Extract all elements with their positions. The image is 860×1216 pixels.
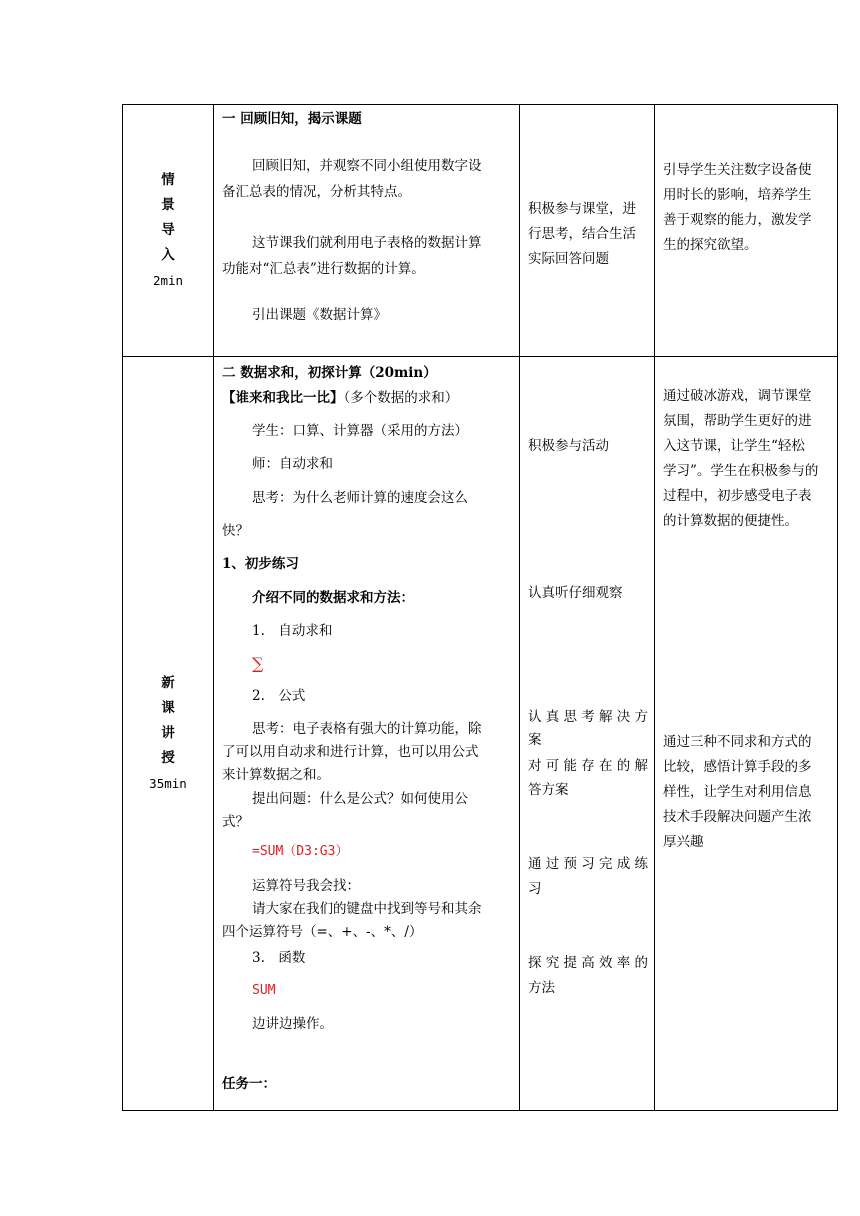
- student-activity-line: 积极参与课堂，进: [528, 201, 636, 217]
- stage-char: 授: [161, 750, 175, 766]
- stage-char: 情: [161, 172, 175, 188]
- intent-cell-intro: [655, 105, 838, 357]
- design-intent-line: 通过三种不同求和方式的: [663, 734, 812, 750]
- design-intent-line: 氛围，帮助学生更好的进: [663, 413, 812, 429]
- paragraph-line: 四个运算符号（=、+、-、*、/）: [222, 924, 423, 940]
- paragraph-line: 功能对“汇总表”进行数据的计算。: [222, 261, 425, 277]
- student-activity-line: 探究提高效率的: [528, 955, 648, 971]
- stage-time: 35min: [149, 776, 187, 791]
- stage-char: 景: [161, 197, 175, 213]
- paragraph-line: 请大家在我们的键盘中找到等号和其余: [252, 901, 482, 917]
- table-row: [123, 105, 838, 357]
- function-example: SUM: [252, 983, 276, 998]
- paragraph-line: 运算符号我会找：: [252, 878, 360, 894]
- content-cell-new-lesson: [214, 357, 520, 1111]
- student-activity-line: 认真思考解决方: [528, 709, 648, 725]
- paragraph-line: 快？: [222, 523, 249, 539]
- content-cell-intro: [214, 105, 520, 357]
- list-item: 2. 公式: [252, 688, 306, 704]
- paragraph-line: 提出问题：什么是公式？如何使用公: [252, 791, 468, 807]
- paragraph-line: 边讲边操作。: [252, 1016, 333, 1032]
- stage-char: 新: [161, 675, 175, 691]
- sigma-icon: ∑: [252, 654, 264, 673]
- list-item: 1. 自动求和: [252, 623, 333, 639]
- stage-char: 讲: [161, 725, 175, 741]
- student-activity-line: 实际回答问题: [528, 251, 609, 267]
- student-cell-new-lesson: [520, 357, 655, 1111]
- paragraph-line: 了可以用自动求和进行计算，也可以用公式: [222, 744, 479, 760]
- design-intent-line: 技术手段解决问题产生浓: [663, 809, 812, 825]
- design-intent-line: 入这节课，让学生“轻松: [663, 438, 805, 454]
- design-intent-line: 学习”。学生在积极参与的: [663, 463, 819, 479]
- design-intent-line: 厚兴趣: [663, 834, 704, 850]
- student-activity-line: 通过预习完成练: [528, 856, 648, 872]
- task-title: 任务一：: [222, 1076, 276, 1092]
- design-intent-line: 生的探究欲望。: [663, 237, 758, 253]
- section-heading: 二 数据求和，初探计算（20min）: [222, 365, 437, 381]
- student-activity-line: 案: [528, 732, 542, 748]
- game-subtitle: （多个数据的求和）: [343, 390, 459, 406]
- student-activity-line: 方法: [528, 980, 555, 996]
- list-item: 3. 函数: [252, 950, 306, 966]
- student-activity-line: 答方案: [528, 782, 569, 798]
- paragraph-line: 来计算数据之和。: [222, 767, 330, 783]
- student-activity-line: 积极参与活动: [528, 438, 609, 454]
- stage-cell-new-lesson: [123, 357, 214, 1111]
- student-activity-line: 行思考，结合生活: [528, 226, 636, 242]
- paragraph-line: 式？: [222, 814, 249, 830]
- design-intent-line: 样性，让学生对利用信息: [663, 784, 812, 800]
- design-intent-line: 通过破冰游戏，调节课堂: [663, 388, 812, 404]
- game-title: 【谁来和我比一比】: [222, 390, 344, 406]
- design-intent-line: 用时长的影响，培养学生: [663, 187, 812, 203]
- paragraph-line: 回顾旧知，并观察不同小组使用数字设: [252, 158, 482, 174]
- stage-char: 入: [161, 247, 175, 263]
- formula-example: =SUM（D3:G3）: [252, 844, 349, 859]
- table-row: [123, 357, 838, 1111]
- paragraph-line: 这节课我们就利用电子表格的数据计算: [252, 235, 482, 251]
- design-intent-line: 过程中，初步感受电子表: [663, 488, 812, 504]
- subsection-title: 1、初步练习: [222, 556, 299, 572]
- paragraph-line: 思考：为什么老师计算的速度会这么: [252, 490, 468, 506]
- intent-cell-new-lesson: [655, 357, 838, 1111]
- stage-char: 导: [161, 222, 175, 238]
- student-activity-line: 习: [528, 881, 542, 897]
- stage-time: 2min: [152, 273, 184, 288]
- paragraph-line: 备汇总表的情况，分析其特点。: [222, 184, 411, 200]
- paragraph-line: 师：自动求和: [252, 456, 333, 472]
- design-intent-line: 善于观察的能力，激发学: [663, 212, 812, 228]
- student-activity-line: 认真听仔细观察: [528, 585, 623, 601]
- student-cell-intro: [520, 105, 655, 357]
- design-intent-line: 的计算数据的便捷性。: [663, 513, 798, 529]
- student-activity-line: 对可能存在的解: [528, 758, 648, 774]
- paragraph-line: 学生：口算、计算器（采用的方法）: [252, 423, 468, 439]
- design-intent-line: 引导学生关注数字设备使: [663, 162, 812, 178]
- paragraph-line: 引出课题《数据计算》: [252, 307, 387, 323]
- stage-cell-intro: [123, 105, 214, 357]
- paragraph-line: 介绍不同的数据求和方法：: [252, 590, 414, 606]
- stage-char: 课: [161, 700, 175, 716]
- section-heading: 一 回顾旧知，揭示课题: [222, 111, 362, 127]
- lesson-plan-table: [122, 104, 838, 1111]
- design-intent-line: 比较，感悟计算手段的多: [663, 759, 812, 775]
- paragraph-line: 思考：电子表格有强大的计算功能，除: [252, 721, 482, 737]
